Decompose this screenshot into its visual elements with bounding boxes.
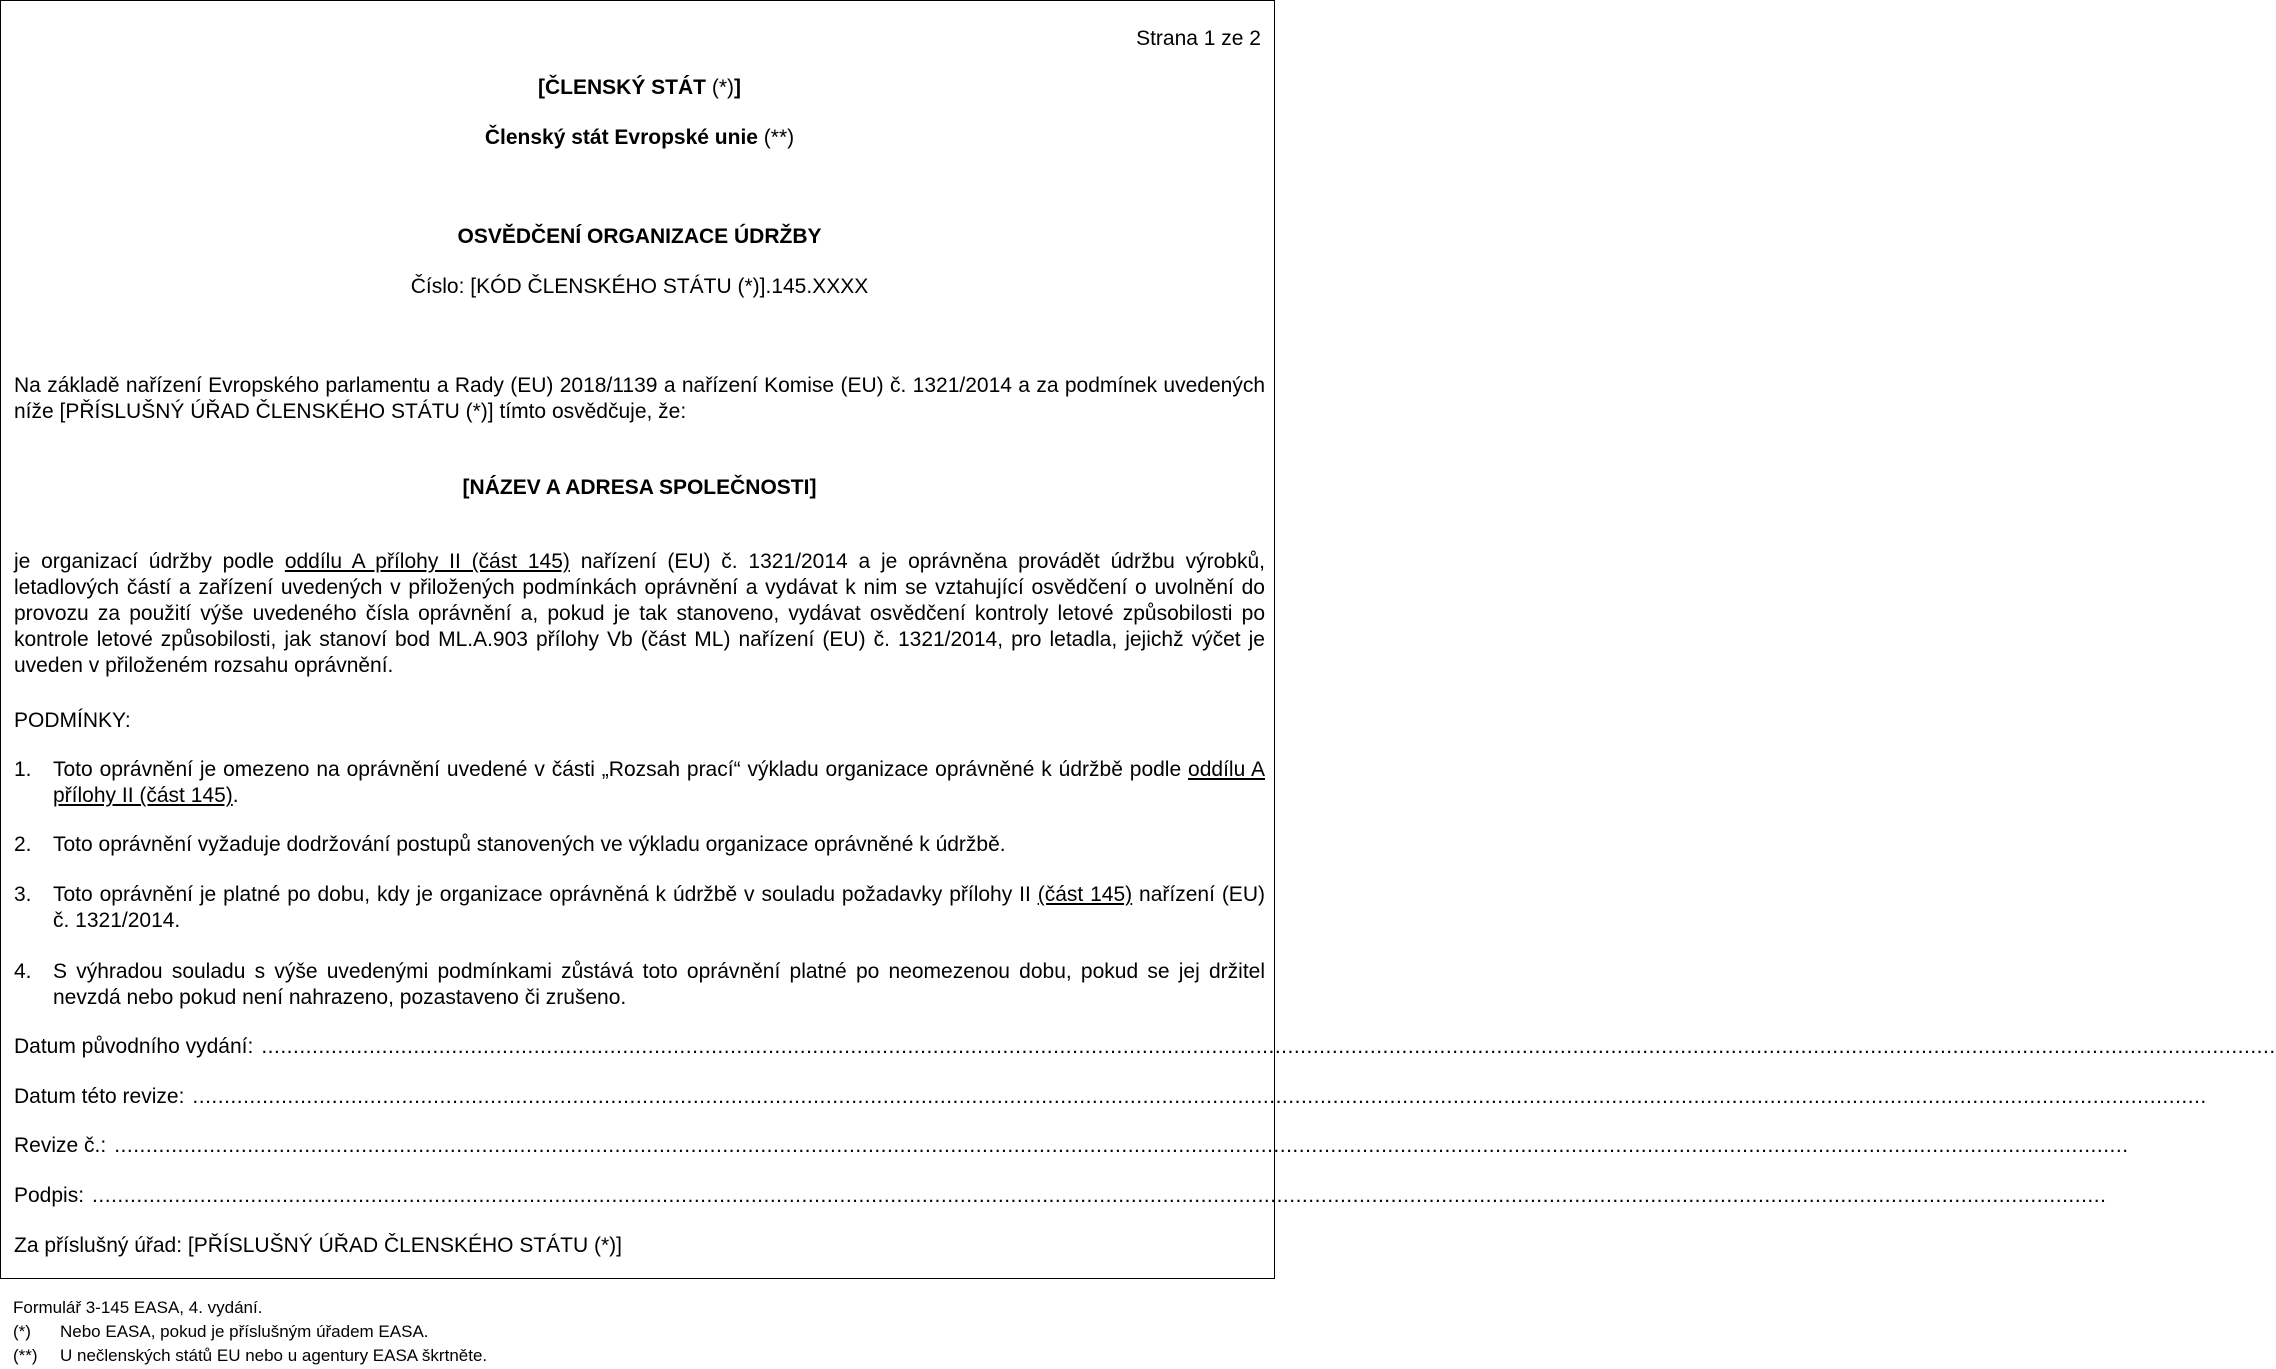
revision-number-dots: .............................................................................................................................................................................................................................................................................................................................. (114, 1134, 2129, 1157)
condition-item (14, 882, 1265, 934)
condition-number: 3. (14, 883, 32, 906)
body-after: nařízení (EU) č. 1321/2014 a je oprávněna provádět údržbu výrobků, letadlových částí a zařízení uvedených v přiložených podmínkách oprávnění a vydávat k nim se vztahující osvědčení o uvolnění do provozu za použití výše uvedeného čísla oprávnění a, pokud je tak stanoveno, vydávat osvědčení kontroly letové způsobilosti po kontrole letové způsobilosti, jak stanoví bod ML.A.903 přílohy Vb (část ML) nařízení (EU) č. 1321/2014, pro letadla, jejichž výčet je uveden v přiloženém rozsahu oprávnění. (14, 550, 1265, 677)
revision-date-field[interactable] (14, 1085, 2207, 1113)
condition-link[interactable]: (část 145) (1037, 883, 1133, 906)
original-issue-date-field[interactable] (14, 1035, 2276, 1063)
revision-number-field[interactable] (14, 1134, 2129, 1162)
conditions-label: PODMÍNKY: (14, 709, 131, 732)
revision-number-label: Revize č.: (14, 1134, 107, 1157)
form-reference: Formulář 3-145 EASA, 4. vydání. (13, 1298, 263, 1317)
condition-number: 2. (14, 833, 32, 856)
authority-line: Za příslušný úřad: [PŘÍSLUŠNÝ ÚŘAD ČLENSKÉHO STÁTU (*)] (14, 1234, 622, 1257)
signature-label: Podpis: (14, 1184, 85, 1207)
member-state-mark: (*) (706, 76, 734, 99)
original-issue-label: Datum původního vydání: (14, 1035, 254, 1058)
revision-date-label: Datum této revize: (14, 1085, 185, 1108)
member-state-text: [ČLENSKÝ STÁT (538, 76, 706, 99)
condition-number: 4. (14, 960, 32, 983)
page-number: Strana 1 ze 2 (1136, 27, 1261, 50)
condition-text (53, 882, 1265, 934)
condition-text-after: nařízení (EU) č. 1321/2014. (53, 883, 1265, 932)
footnote-1-text: Nebo EASA, pokud je příslušným úřadem EASA. (60, 1322, 429, 1341)
footnote-1 (13, 1321, 429, 1343)
condition-item (14, 959, 1265, 1011)
revision-date-dots: .............................................................................................................................................................................................................................................................................................................................. (192, 1085, 2207, 1108)
signature-dots: .............................................................................................................................................................................................................................................................................................................................. (92, 1184, 2107, 1207)
footnote-2-mark: (**) (13, 1346, 38, 1365)
body-before: je organizací údržby podle (14, 550, 285, 573)
document-title: OSVĚDČENÍ ORGANIZACE ÚDRŽBY (457, 225, 822, 248)
condition-item (14, 757, 1265, 809)
certificate-number: Číslo: [KÓD ČLENSKÉHO STÁTU (*)].145.XXXX (410, 275, 869, 298)
condition-text-before: Toto oprávnění je omezeno na oprávnění uvedené v části „Rozsah prací“ výkladu organizace oprávněné k údržbě podle (53, 758, 1189, 781)
condition-text (53, 959, 1265, 1011)
condition-link[interactable]: oddílu A přílohy II (část 145) (53, 758, 1265, 807)
intro-paragraph: Na základě nařízení Evropského parlamentu a Rady (EU) 2018/1139 a nařízení Komise (EU) č. 1321/2014 a za podmínek uvedených níže [PŘÍSLUŠNÝ ÚŘAD ČLENSKÉHO STÁTU (*)] tímto osvědčuje, že: (14, 374, 1265, 423)
condition-text-after: . (232, 784, 239, 807)
member-state-heading (1, 76, 1278, 100)
member-state-close: ] (734, 76, 741, 99)
footnote-1-mark: (*) (13, 1322, 31, 1341)
body-link[interactable]: oddílu A přílohy II (část 145) (284, 550, 570, 573)
eu-state-mark: (**) (757, 126, 795, 149)
condition-text-before: Toto oprávnění vyžaduje dodržování postupů stanovených ve výkladu organizace oprávněné k údržbě. (53, 833, 1006, 856)
footnote-2 (13, 1345, 487, 1367)
condition-item (14, 832, 1265, 858)
eu-state-text: Členský stát Evropské unie (484, 126, 758, 149)
condition-text-before: Toto oprávnění je platné po dobu, kdy je organizace oprávněná k údržbě v souladu požadavky přílohy II (53, 883, 1038, 906)
eu-state-heading (1, 126, 1278, 150)
original-issue-dots: .............................................................................................................................................................................................................................................................................................................................. (261, 1035, 2276, 1058)
company-name: [NÁZEV A ADRESA SPOLEČNOSTI] (462, 476, 817, 499)
condition-text-before: S výhradou souladu s výše uvedenými podmínkami zůstává toto oprávnění platné po neomezenou dobu, pokud se jej držitel nevzdá nebo pokud není nahrazeno, pozastaveno či zrušeno. (53, 960, 1265, 1009)
condition-text (53, 757, 1265, 809)
signature-field[interactable] (14, 1184, 2107, 1212)
condition-text (53, 832, 1265, 858)
footnote-2-text: U nečlenských států EU nebo u agentury EASA škrtněte. (60, 1346, 488, 1365)
body-paragraph (14, 549, 1265, 679)
condition-number: 1. (14, 758, 32, 781)
